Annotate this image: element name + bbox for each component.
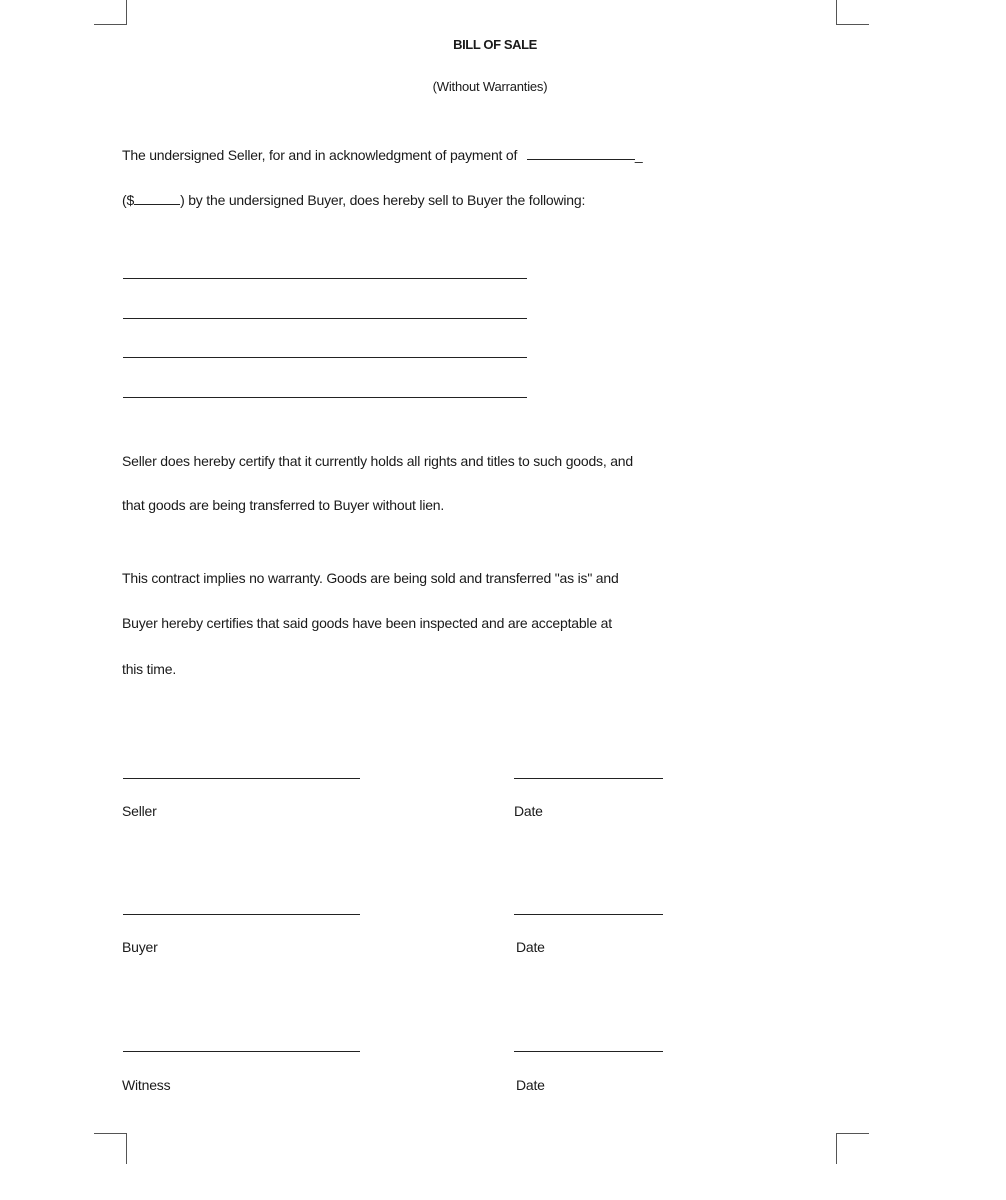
buyer-signature-line[interactable]	[123, 914, 360, 915]
warranty-line-3: this time.	[122, 661, 177, 677]
witness-signature-line[interactable]	[123, 1051, 360, 1052]
crop-mark-bottom-left	[94, 1133, 127, 1164]
crop-mark-top-left	[94, 0, 127, 25]
payment-text: The undersigned Seller, for and in acknowledgment of payment of	[122, 147, 518, 163]
goods-line-1[interactable]	[123, 278, 527, 279]
seller-date-label: Date	[514, 803, 543, 819]
seller-signature-line[interactable]	[123, 778, 360, 779]
certify-line-2: that goods are being transferred to Buyer without lien.	[122, 497, 445, 513]
seller-label: Seller	[122, 803, 157, 819]
crop-mark-bottom-right	[836, 1133, 869, 1164]
dollar-prefix: ($	[122, 192, 135, 208]
buyer-date-line[interactable]	[514, 914, 663, 915]
buyer-date-label: Date	[516, 939, 545, 955]
certify-line-1: Seller does hereby certify that it currently holds all rights and titles to such goods, and	[122, 453, 633, 469]
amount-line-text: ) by the undersigned Buyer, does hereby sell to Buyer the following:	[180, 192, 586, 208]
warranty-line-1: This contract implies no warranty. Goods are being sold and transferred "as is" and	[122, 570, 619, 586]
buyer-label: Buyer	[122, 939, 158, 955]
payment-amount-blank[interactable]	[134, 194, 180, 205]
witness-label: Witness	[122, 1077, 171, 1093]
payment-line	[122, 147, 643, 163]
seller-date-line[interactable]	[514, 778, 663, 779]
warranty-line-2: Buyer hereby certifies that said goods have been inspected and are acceptable at	[122, 615, 612, 631]
amount-line	[122, 192, 585, 208]
witness-date-line[interactable]	[514, 1051, 663, 1052]
goods-line-2[interactable]	[123, 318, 527, 319]
document-title: BILL OF SALE	[453, 37, 537, 52]
payment-amount-words-blank[interactable]	[527, 149, 635, 160]
goods-line-3[interactable]	[123, 357, 527, 358]
payment-blank-tail: _	[634, 147, 643, 163]
witness-date-label: Date	[516, 1077, 545, 1093]
document-subtitle: (Without Warranties)	[432, 79, 548, 94]
goods-line-4[interactable]	[123, 397, 527, 398]
crop-mark-top-right	[836, 0, 869, 25]
